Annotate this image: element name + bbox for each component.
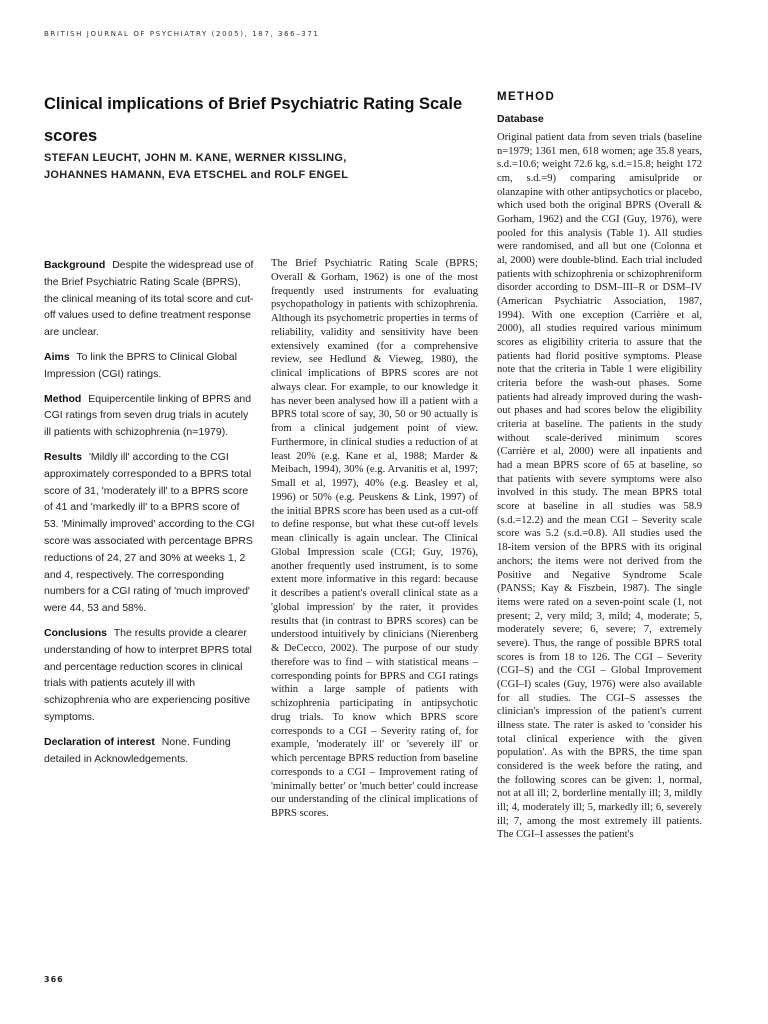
- page-number: 366: [44, 975, 64, 984]
- abstract-aims-text: To link the BPRS to Clinical Global Impression (CGI) ratings.: [44, 350, 237, 380]
- abstract-conclusions-label: Conclusions: [44, 626, 108, 639]
- author-list: STEFAN LEUCHT, JOHN M. KANE, WERNER KISSLING, JOHANNES HAMANN, EVA ETSCHEL and ROLF ENGEL: [44, 152, 349, 181]
- abstract-declaration: [44, 734, 256, 768]
- abstract-method: [44, 391, 256, 441]
- introduction-column: [271, 257, 478, 821]
- abstract-results-label: Results: [44, 450, 82, 463]
- journal-header: BRITISH JOURNAL OF PSYCHIATRY (2005), 187, 366–371: [44, 30, 320, 38]
- abstract-background: [44, 257, 256, 341]
- abstract-background-text: Despite the widespread use of the Brief Psychiatric Rating Scale (BPRS), the clinical meaning of its total score and cut-off values used to define treatment response are unclear.: [44, 259, 254, 339]
- database-subheading: Database: [497, 113, 544, 125]
- abstract: [44, 257, 256, 775]
- abstract-method-label: Method: [44, 392, 82, 405]
- method-column: [497, 131, 702, 842]
- abstract-aims-label: Aims: [44, 350, 70, 363]
- method-heading: METHOD: [497, 91, 556, 103]
- abstract-background-label: Background: [44, 259, 106, 271]
- abstract-declaration-label: Declaration of interest: [44, 735, 155, 748]
- abstract-aims: [44, 349, 256, 383]
- abstract-method-text: Equipercentile linking of BPRS and CGI ratings from seven drug trials in acutely ill patients with schizophrenia (n=1979).: [44, 392, 252, 439]
- abstract-results-text: 'Mildly ill' according to the CGI approximately corresponded to a BPRS total score of 31, 'moderately ill' to a BPRS score of 41 and 'markedly ill' to a BPRS score of 53. 'Minimally improved' according to the CGI score was associated with percentage BPRS reductions of 24, 27 and 30% at weeks 1, 2 and 4, respectively. The corresponding numbers for a CGI rating of 'much improved' were 44, 53 and 58%.: [44, 450, 255, 615]
- method-paragraph: Original patient data from seven trials (baseline n=1979; 1361 men, 618 women; age 35.8 years, s.d.=10.6; weight 72.6 kg, s.d.=15.8; height 172 cm, s.d.=9) comparing amisulpride or olanzapine with other antipsychotics or placebo, which used both the original BPRS (Overall & Gorham, 1962) and the CGI (Guy, 1976), were pooled for this analysis (Table 1). All studies were randomised, and all but one (Colonna et al, 2000) were double-blind. Each trial included patients with schizophrenia or schizophreniform disorder according to DSM–III–R or DSM–IV (American Psychiatric Association, 1987, 1994). With one exception (Carrière et al, 2000), all studies required various minimum scores as eligibility criteria to assure that the patients had florid positive symptoms. Please note that the criteria in Table 1 were eligibility criteria before the wash-out phases. Some patients had already improved during the wash-out phases and had scores below the eligibility criteria at baseline. The patients in the study without scale-derived minimum scores (Carrière et al, 2000) were all inpatients and had a mean BPRS score of 65 at baseline, so that patients with severe symptoms were also involved in this study. The mean BPRS total score at baseline in all studies was 58.9 (s.d.=12.2) and the mean CGI – Severity scale score was 5.2 (s.d.=0.8). All studies used the 18-item version of the BPRS with its original anchors; the items were not derived from the Positive and Negative Syndrome Scale (PANSS; Kay & Fiszbein, 1987). The single items were rated on a seven-point scale (1, not present; 2, very mild; 3, mild; 4, moderate; 5, moderately severe; 6, severe; 7, extremely severe). Thus, the range of possible BPRS total scores is from 18 to 126. The CGI – Severity (CGI–S) and the CGI – Global Improvement (CGI–I) scales (Guy, 1976) were also available for all studies. The CGI–S assesses the clinician's impression of the patient's current illness state. The rater is asked to 'consider his total clinical experience with the given population'. As with the BPRS, the time span considered is the week before the rating, and the following scores can be given: 1, normal, not at all ill; 2, borderline mentally ill; 3, mildly ill; 4, moderately ill; 5, markedly ill; 6, severely ill; 7, among the most extremely ill patients. The CGI–I assesses the patient's: [497, 132, 702, 841]
- abstract-conclusions-text: The results provide a clearer understanding of how to interpret BPRS total and percentage reduction scores in clinical trials with patients acutely ill with schizophrenia who are experiencing positive symptoms.: [44, 626, 252, 723]
- abstract-declaration-text: None. Funding detailed in Acknowledgements.: [44, 735, 231, 765]
- abstract-results: [44, 449, 256, 617]
- introduction-paragraph: The Brief Psychiatric Rating Scale (BPRS; Overall & Gorham, 1962) is one of the most frequently used instruments for evaluating psychopathology in patients with schizophrenia. Although its psychometric properties in terms of reliability, validity and sensitivity have been extensively examined (for a comprehensive review, see Hedlund & Vieweg, 1980), the clinical implications of BPRS scores are not always clear. For example, to our knowledge it has never been analysed how ill a patient with a BPRS total score of say, 30, 50 or 90 actually is from a clinical judgement point of view. Furthermore, in clinical studies a reduction of at least 20% (e.g. Kane et al, 1988; Marder & Meibach, 1994), 30% (e.g. Arvanitis et al, 1997; Small et al, 1997), 40% (e.g. Beasley et al, 1996) or 50% (e.g. Peuskens & Link, 1997) of the initial BPRS score has been used as a cut-off to define response, but what these cut-off levels mean clinically is again unclear. The Clinical Global Impression scale (CGI; Guy, 1976), another frequently used instrument, is to some extent more informative in this regard: because it describes a patient's overall clinical state as a 'global impression' by the rater, it provides results that (in contrast to BPRS scores) can be understood intuitively by clinicians (Nierenberg & DeCecco, 2002). The purpose of our study therefore was to find – with statistical means – corresponding points for BPRS and CGI ratings within a large sample of patients with schizophrenia participating in antipsychotic drug trials. To know which BPRS score corresponds to a CGI – Severity rating of, for example, 'moderately ill' or 'severely ill' or which percentage BPRS reduction from baseline corresponds to a CGI – Improvement rating of 'minimally better' or 'much better' could increase our understanding of the clinical implications of BPRS scores.: [271, 258, 478, 819]
- article-title: Clinical implications of Brief Psychiatric Rating Scale scores: [44, 95, 463, 145]
- abstract-conclusions: [44, 625, 256, 726]
